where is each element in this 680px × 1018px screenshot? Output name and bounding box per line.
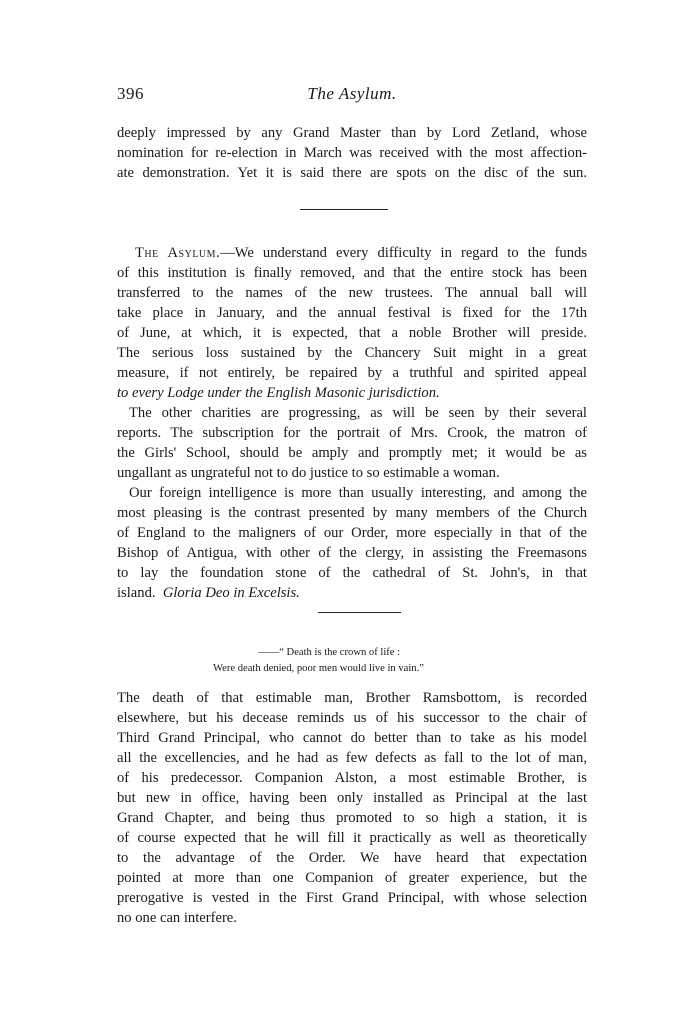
charities-line-2: reports. The subscription for the portrait of Mrs. Crook, the matron of [117,425,587,441]
ramsbottom-line-3: Third Grand Principal, who cannot do better than to take as his model [117,730,587,746]
asylum-line-6: The serious loss sustained by the Chancery Suit might in a great [117,345,587,361]
page-number: 396 [117,84,144,103]
ramsbottom-line-9: to the advantage of the Order. We have heard that expectation [117,850,587,866]
foreign-line-4: Bishop of Antigua, with other of the clergy, in assisting the Freemasons [117,545,587,561]
asylum-line-4: take place in January, and the annual festival is fixed for the 17th [117,305,587,321]
ramsbottom-line-6: but new in office, having been only installed as Principal at the last [117,790,587,806]
running-title: The Asylum. [307,84,397,103]
foreign-line-3: of England to the maligners of our Order, more especially in that of the [117,525,587,541]
foreign-line-6 [117,583,587,603]
foreign-line-6-start: island. [117,585,156,601]
epigraph-line-1: ——“ Death is the crown of life : [258,647,401,658]
ramsbottom-line-8: of course expected that he will fill it practically as well as theoretically [117,830,587,846]
foreign-line-2: most pleasing is the contrast presented by many members of the Church [117,505,587,521]
ramsbottom-line-7: Grand Chapter, and being thus promoted to so high a station, it is [117,810,587,826]
ramsbottom-line-12: no one can interfere. [117,910,237,926]
asylum-line-5: of June, at which, it is expected, that a noble Brother will preside. [117,325,587,341]
ramsbottom-line-2: elsewhere, but his decease reminds us of his successor to the chair of [117,710,587,726]
charities-line-4: ungallant as ungrateful not to do justice to so estimable a woman. [117,465,500,481]
ramsbottom-line-11: prerogative is vested in the First Grand Principal, with whose selection [117,890,587,906]
charities-line-1: The other charities are progressing, as will be seen by their several [129,405,587,421]
intro-line-1: deeply impressed by any Grand Master than by Lord Zetland, whose [117,125,587,141]
asylum-heading: The Asylum. [135,245,221,261]
ramsbottom-line-5: of his predecessor. Companion Alston, a most estimable Brother, is [117,770,587,786]
section-divider-2 [318,612,401,613]
ramsbottom-line-1: The death of that estimable man, Brother Ramsbottom, is recorded [117,690,587,706]
epigraph-line-2: Were death denied, poor men would live in vain.” [213,663,424,674]
ramsbottom-line-4: all the excellencies, and he had as few defects as fall to the lot of man, [117,750,587,766]
page-header [117,84,587,108]
asylum-line-2: of this institution is finally removed, and that the entire stock has been [117,265,587,281]
foreign-line-1: Our foreign intelligence is more than usually interesting, and among the [129,485,587,501]
intro-line-3: ate demonstration. Yet it is said there are spots on the disc of the sun. [117,165,587,181]
intro-line-2: nomination for re-election in March was received with the most affection- [117,145,587,161]
gloria-deo: Gloria Deo in Excelsis. [162,585,300,601]
asylum-line-3: transferred to the names of the new trustees. The annual ball will [117,285,587,301]
foreign-line-5: to lay the foundation stone of the cathedral of St. John's, in that [117,565,587,581]
asylum-line-1 [117,243,587,263]
ramsbottom-line-10: pointed at more than one Companion of greater experience, but the [117,870,587,886]
asylum-line-1-text: —We understand every difficulty in regard to the funds [220,245,588,261]
charities-line-3: the Girls' School, should be amply and promptly met; it would be as [117,445,587,461]
section-divider-1 [300,209,388,210]
asylum-line-8: to every Lodge under the English Masonic jurisdiction. [117,385,440,401]
asylum-line-7: measure, if not entirely, be repaired by a truthful and spirited appeal [117,365,587,381]
